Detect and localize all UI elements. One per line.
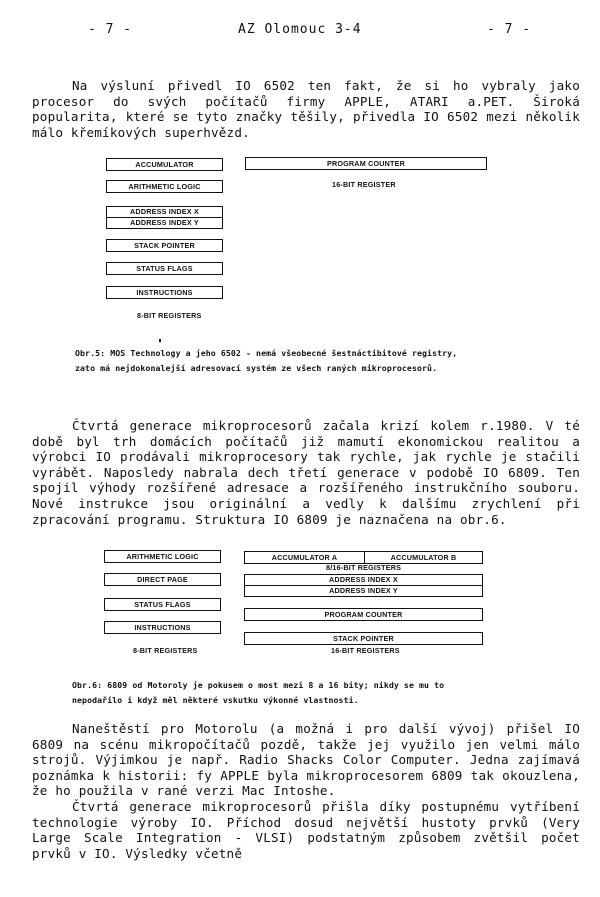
fig5-8bit-label: 8-BIT REGISTERS [137, 311, 202, 320]
fig5-address-index-x-box: ADDRESS INDEX X [106, 206, 223, 218]
fig6-8bit-label: 8-BIT REGISTERS [133, 646, 198, 655]
fig5-caption-line-2: zato má nejdokonalejší adresovací systém ze všech raných mikroprocesorů. [75, 363, 438, 373]
paragraph-3a-text: Naneštěstí pro Motorolu (a možná i pro další vývoj) přišel IO 6809 na scénu mikropočítačů pozdě, takže jej využilo jen velmi málo strojů. Výjimkou je např. Radio Shacks Color Computer. Jedna zajímavá poznámka k historii: fy APPLE byla mikroprocesorem 6809 tak okouzlena, že ho použila v rané verzi Mac Intoshe. [32, 721, 580, 799]
fig6-accumulator-b-box: ACCUMULATOR B [364, 551, 483, 564]
fig6-caption-line-2: nepodařilo i když měl některé vskutku výkonné vlastnosti. [72, 695, 359, 705]
ink-speck [159, 339, 161, 342]
fig6-direct-page-box: DIRECT PAGE [104, 573, 221, 586]
fig6-status-flags-box: STATUS FLAGS [104, 598, 221, 611]
fig5-arithmetic-logic-box: ARITHMETIC LOGIC [106, 180, 223, 193]
page-header [0, 22, 600, 40]
fig6-address-index-y-box: ADDRESS INDEX Y [244, 585, 483, 597]
fig6-instructions-box: INSTRUCTIONS [104, 621, 221, 634]
fig6-caption-line-1: Obr.6: 6809 od Motoroly je pokusem o most mezi 8 a 16 bity; nikdy se mu to [72, 680, 445, 690]
fig6-accumulator-a-box: ACCUMULATOR A [244, 551, 365, 564]
paragraph-3 [32, 721, 580, 861]
fig6-address-index-x-box: ADDRESS INDEX X [244, 574, 483, 586]
fig5-instructions-box: INSTRUCTIONS [106, 286, 223, 299]
paragraph-1 [32, 78, 580, 140]
fig6-8-16bit-label: 8/16-BIT REGISTERS [326, 563, 402, 572]
fig6-program-counter-box: PROGRAM COUNTER [244, 608, 483, 621]
fig5-caption-line-1: Obr.5: MOS Technology a jeho 6502 - nemá všeobecné šestnáctibitové registry, [75, 348, 458, 358]
paragraph-3b-text: Čtvrtá generace mikroprocesorů přišla díky postupnému vytříbení technologie výroby IO. Příchod dosud největší hustoty prvků (Very Large Scale Integration - VLSI) podstatným způsobem zvětšil počet prvků v IO. Výsledky včetně [32, 798, 580, 861]
running-title: AZ Olomouc 3-4 [238, 22, 362, 37]
fig5-status-flags-box: STATUS FLAGS [106, 262, 223, 275]
paragraph-1-text: Na výsluní přivedl IO 6502 ten fakt, že si ho vybraly jako procesor do svých počítačů firmy APPLE, ATARI a.PET. Široká popularita, které se tyto značky těšily, přivedla IO 6502 mezi několik málo křemíkových superhvězd. [32, 78, 580, 140]
fig5-address-index-y-box: ADDRESS INDEX Y [106, 217, 223, 229]
fig5-stack-pointer-box: STACK POINTER [106, 239, 223, 252]
paragraph-2 [32, 418, 580, 527]
fig6-16bit-label: 16-BIT REGISTERS [331, 646, 400, 655]
page-number-left: - 7 - [88, 22, 133, 37]
fig5-16bit-label: 16-BIT REGISTER [332, 180, 396, 189]
fig6-stack-pointer-box: STACK POINTER [244, 632, 483, 645]
fig6-arithmetic-logic-box: ARITHMETIC LOGIC [104, 550, 221, 563]
fig5-accumulator-box: ACCUMULATOR [106, 158, 223, 171]
fig5-program-counter-box: PROGRAM COUNTER [245, 157, 487, 170]
paragraph-2-text: Čtvrtá generace mikroprocesorů začala krizí kolem r.1980. V té době byl trh domácích počítačů již mamutí ekonomickou realitou a výrobci IO prodávali mikroprocesory tak rychle, jak rychle je stačili vyrábět. Naposledy nabrala dech třetí generace v podobě IO 6809. Ten spojil výhody rozšířené adresace a rozšířeného instrukčního souboru. Nové instrukce jsou originální a vedly k dalšímu zrychlení při zpracování programu. Struktura IO 6809 je naznačena na obr.6. [32, 418, 580, 527]
page-number-right: - 7 - [487, 22, 532, 37]
